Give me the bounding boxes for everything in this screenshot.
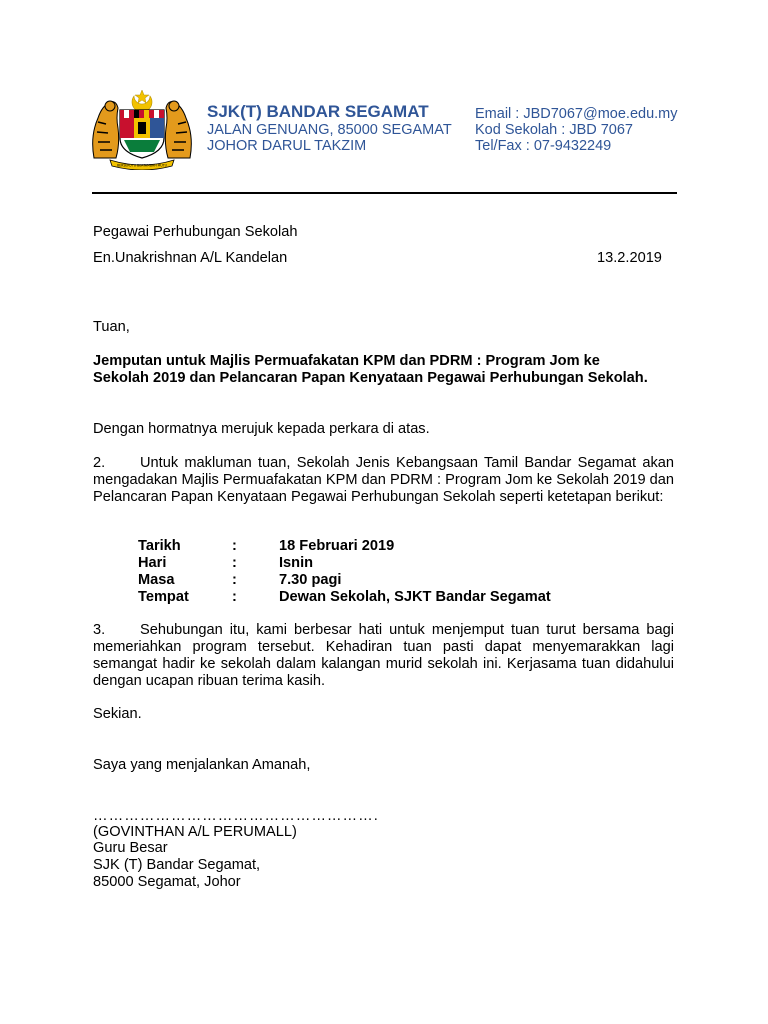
detail-value: 7.30 pagi: [279, 572, 342, 588]
detail-value: 18 Februari 2019: [279, 538, 395, 554]
school-address-1: JALAN GENUANG, 85000 SEGAMAT: [207, 122, 452, 138]
detail-colon: :: [232, 555, 237, 571]
signatory-name: (GOVINTHAN A/L PERUMALL): [93, 824, 297, 840]
paragraph-1: Dengan hormatnya merujuk kepada perkara di atas.: [93, 421, 430, 437]
school-header-right: [475, 106, 678, 154]
right-tiger-icon: [165, 101, 191, 158]
paragraph-2-number: 2.: [93, 455, 106, 471]
paragraph-2-text: Untuk makluman tuan, Sekolah Jenis Kebangsaan Tamil Bandar Segamat akan mengadakan Majlis Permuafakatan KPM dan PDRM : Program Jom ke Sekolah 2019 dan Pelancaran Papan Kenyataan Pegawai Perhubungan Sekolah seperti ketetapan berikut:: [93, 455, 674, 505]
event-details: [138, 538, 551, 606]
detail-row: [138, 589, 551, 606]
school-email: Email : JBD7067@moe.edu.my: [475, 106, 678, 122]
signatory-address: 85000 Segamat, Johor: [93, 874, 241, 890]
school-header-left: [207, 102, 452, 154]
paragraph-3-text: Sehubungan itu, kami berbesar hati untuk menjemput tuan turut bersama bagi memeriahkan program tersebut. Kehadiran tuan pasti dapat menyemarakkan lagi semangat hadir ke sekolah dalam kalangan murid sekolah ini. Kerjasama tuan didahului dengan ucapan ribuan terima kasih.: [93, 622, 674, 689]
detail-label: Tempat: [138, 589, 189, 605]
recipient-line-1: Pegawai Perhubungan Sekolah: [93, 224, 298, 240]
paragraph-3: [93, 622, 674, 690]
detail-label: Tarikh: [138, 538, 181, 554]
school-telfax: Tel/Fax : 07-9432249: [475, 138, 612, 154]
salutation: Tuan,: [93, 319, 130, 335]
signatory-school: SJK (T) Bandar Segamat,: [93, 857, 261, 873]
signoff: Saya yang menjalankan Amanah,: [93, 757, 311, 773]
school-code: Kod Sekolah : JBD 7067: [475, 122, 633, 138]
detail-label: Masa: [138, 572, 175, 588]
detail-colon: :: [232, 538, 237, 554]
signature-line: ……………………………………………….: [93, 808, 379, 824]
school-address-2: JOHOR DARUL TAKZIM: [207, 138, 367, 154]
signatory-title: Guru Besar: [93, 840, 168, 856]
left-tiger-icon: [93, 101, 119, 158]
closing: Sekian.: [93, 706, 142, 722]
detail-colon: :: [232, 572, 237, 588]
header-divider: [92, 192, 677, 194]
letter-date: 13.2.2019: [597, 250, 662, 266]
detail-colon: :: [232, 589, 237, 605]
detail-value: Isnin: [279, 555, 314, 571]
detail-row: [138, 538, 551, 555]
crest-motto: BERSEKUTU BERTAMBAH MUTU: [116, 163, 168, 168]
detail-label: Hari: [138, 555, 167, 571]
coat-of-arms-logo: [88, 88, 196, 170]
paragraph-3-number: 3.: [93, 622, 106, 638]
detail-row: [138, 555, 551, 572]
detail-value: Dewan Sekolah, SJKT Bandar Segamat: [279, 589, 551, 605]
letter-subject: Jemputan untuk Majlis Permuafakatan KPM dan PDRM : Program Jom ke Sekolah 2019 dan Pelancaran Papan Kenyataan Pegawai Perhubungan Sekolah.: [93, 353, 648, 386]
recipient-line-2: En.Unakrishnan A/L Kandelan: [93, 250, 288, 266]
detail-row: [138, 572, 551, 589]
paragraph-2: [93, 455, 674, 506]
school-name: SJK(T) BANDAR SEGAMAT: [207, 102, 429, 121]
